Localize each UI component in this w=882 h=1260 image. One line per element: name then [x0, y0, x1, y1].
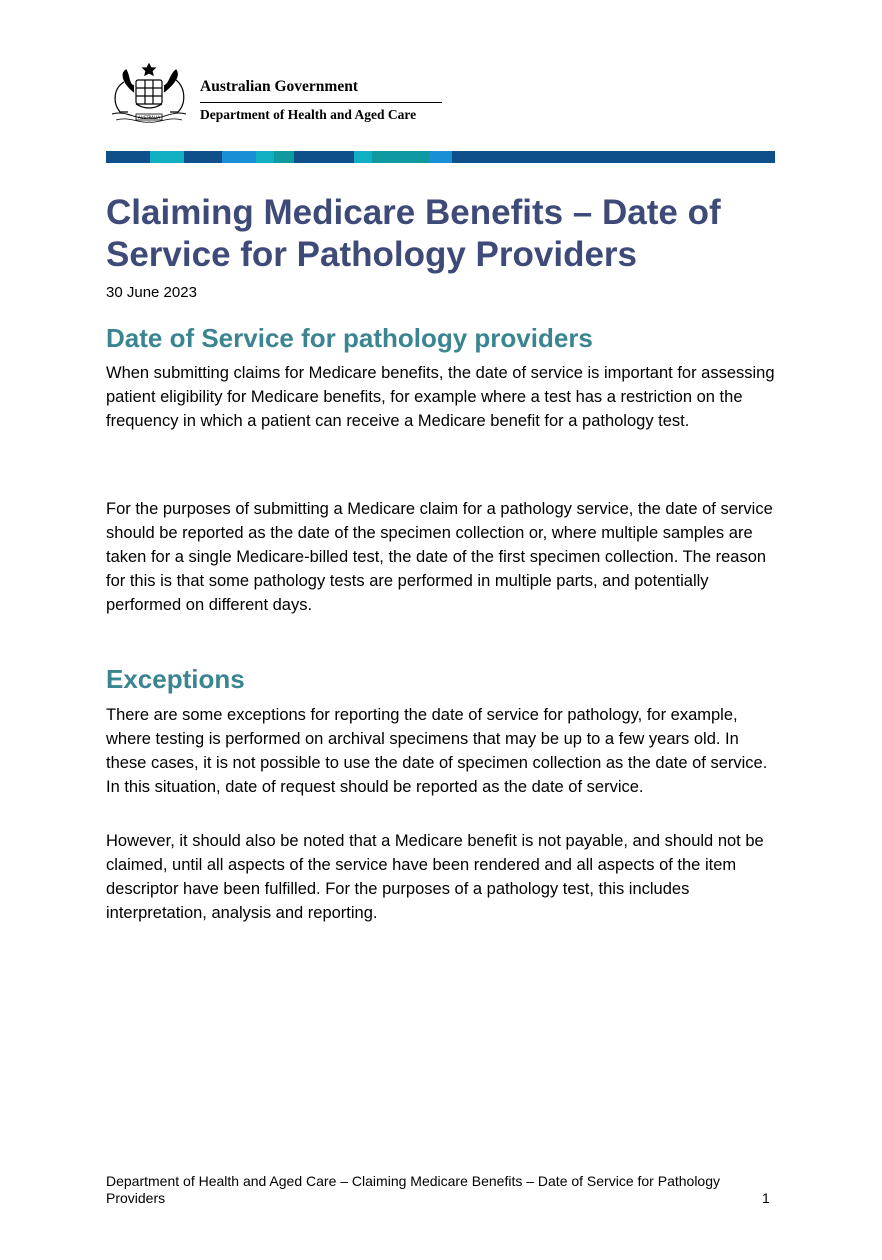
brand-stripe [106, 151, 775, 163]
stripe-segment [106, 151, 150, 163]
page-title: Claiming Medicare Benefits – Date of Service for Pathology Providers [106, 193, 721, 274]
stripe-segment [452, 151, 775, 163]
header-divider [200, 102, 442, 103]
department-name: Department of Health and Aged Care [200, 107, 417, 122]
stripe-segment [372, 151, 430, 163]
paragraph: There are some exceptions for reporting the date of service for pathology, for example, where testing is performed on archival specimens that may be up to a few years old. In these cases, it is not possible to use the date of specimen collection as the date of service. In this situation, date of request should be reported as the date of service. [106, 706, 768, 796]
government-logo [106, 62, 446, 128]
section-heading-date-of-service: Date of Service for pathology providers [106, 323, 593, 353]
government-name: Australian Government [200, 78, 359, 95]
coat-of-arms-icon [106, 62, 192, 126]
stripe-segment [222, 151, 256, 163]
paragraph: When submitting claims for Medicare benefits, the date of service is important for assessing patient eligibility for Medicare benefits, for example where a test has a restriction on the frequency in which a patient can receive a Medicare benefit for a pathology test. [106, 364, 775, 430]
section-heading-exceptions: Exceptions [106, 664, 245, 694]
paragraph: However, it should also be noted that a Medicare benefit is not payable, and should not be claimed, until all aspects of the service have been rendered and all aspects of the item descriptor have been fulfilled. For the purposes of a pathology test, this includes interpretation, analysis and reporting. [106, 832, 764, 922]
stripe-segment [294, 151, 354, 163]
publication-date: 30 June 2023 [106, 284, 197, 301]
footer-text: Department of Health and Aged Care – Claiming Medicare Benefits – Date of Service for Pathology Providers [106, 1173, 720, 1206]
stripe-segment [430, 151, 452, 163]
stripe-segment [150, 151, 184, 163]
stripe-segment [256, 151, 274, 163]
stripe-segment [274, 151, 294, 163]
paragraph: For the purposes of submitting a Medicare claim for a pathology service, the date of service should be reported as the date of the specimen collection or, where multiple samples are taken for a single Medicare-billed test, the date of the first specimen collection. The reason for this is that some pathology tests are performed in multiple parts, and potentially performed on different days. [106, 500, 773, 614]
stripe-segment [354, 151, 372, 163]
page-number: 1 [762, 1190, 770, 1206]
svg-text:AUSTRALIA: AUSTRALIA [137, 115, 161, 120]
stripe-segment [184, 151, 222, 163]
